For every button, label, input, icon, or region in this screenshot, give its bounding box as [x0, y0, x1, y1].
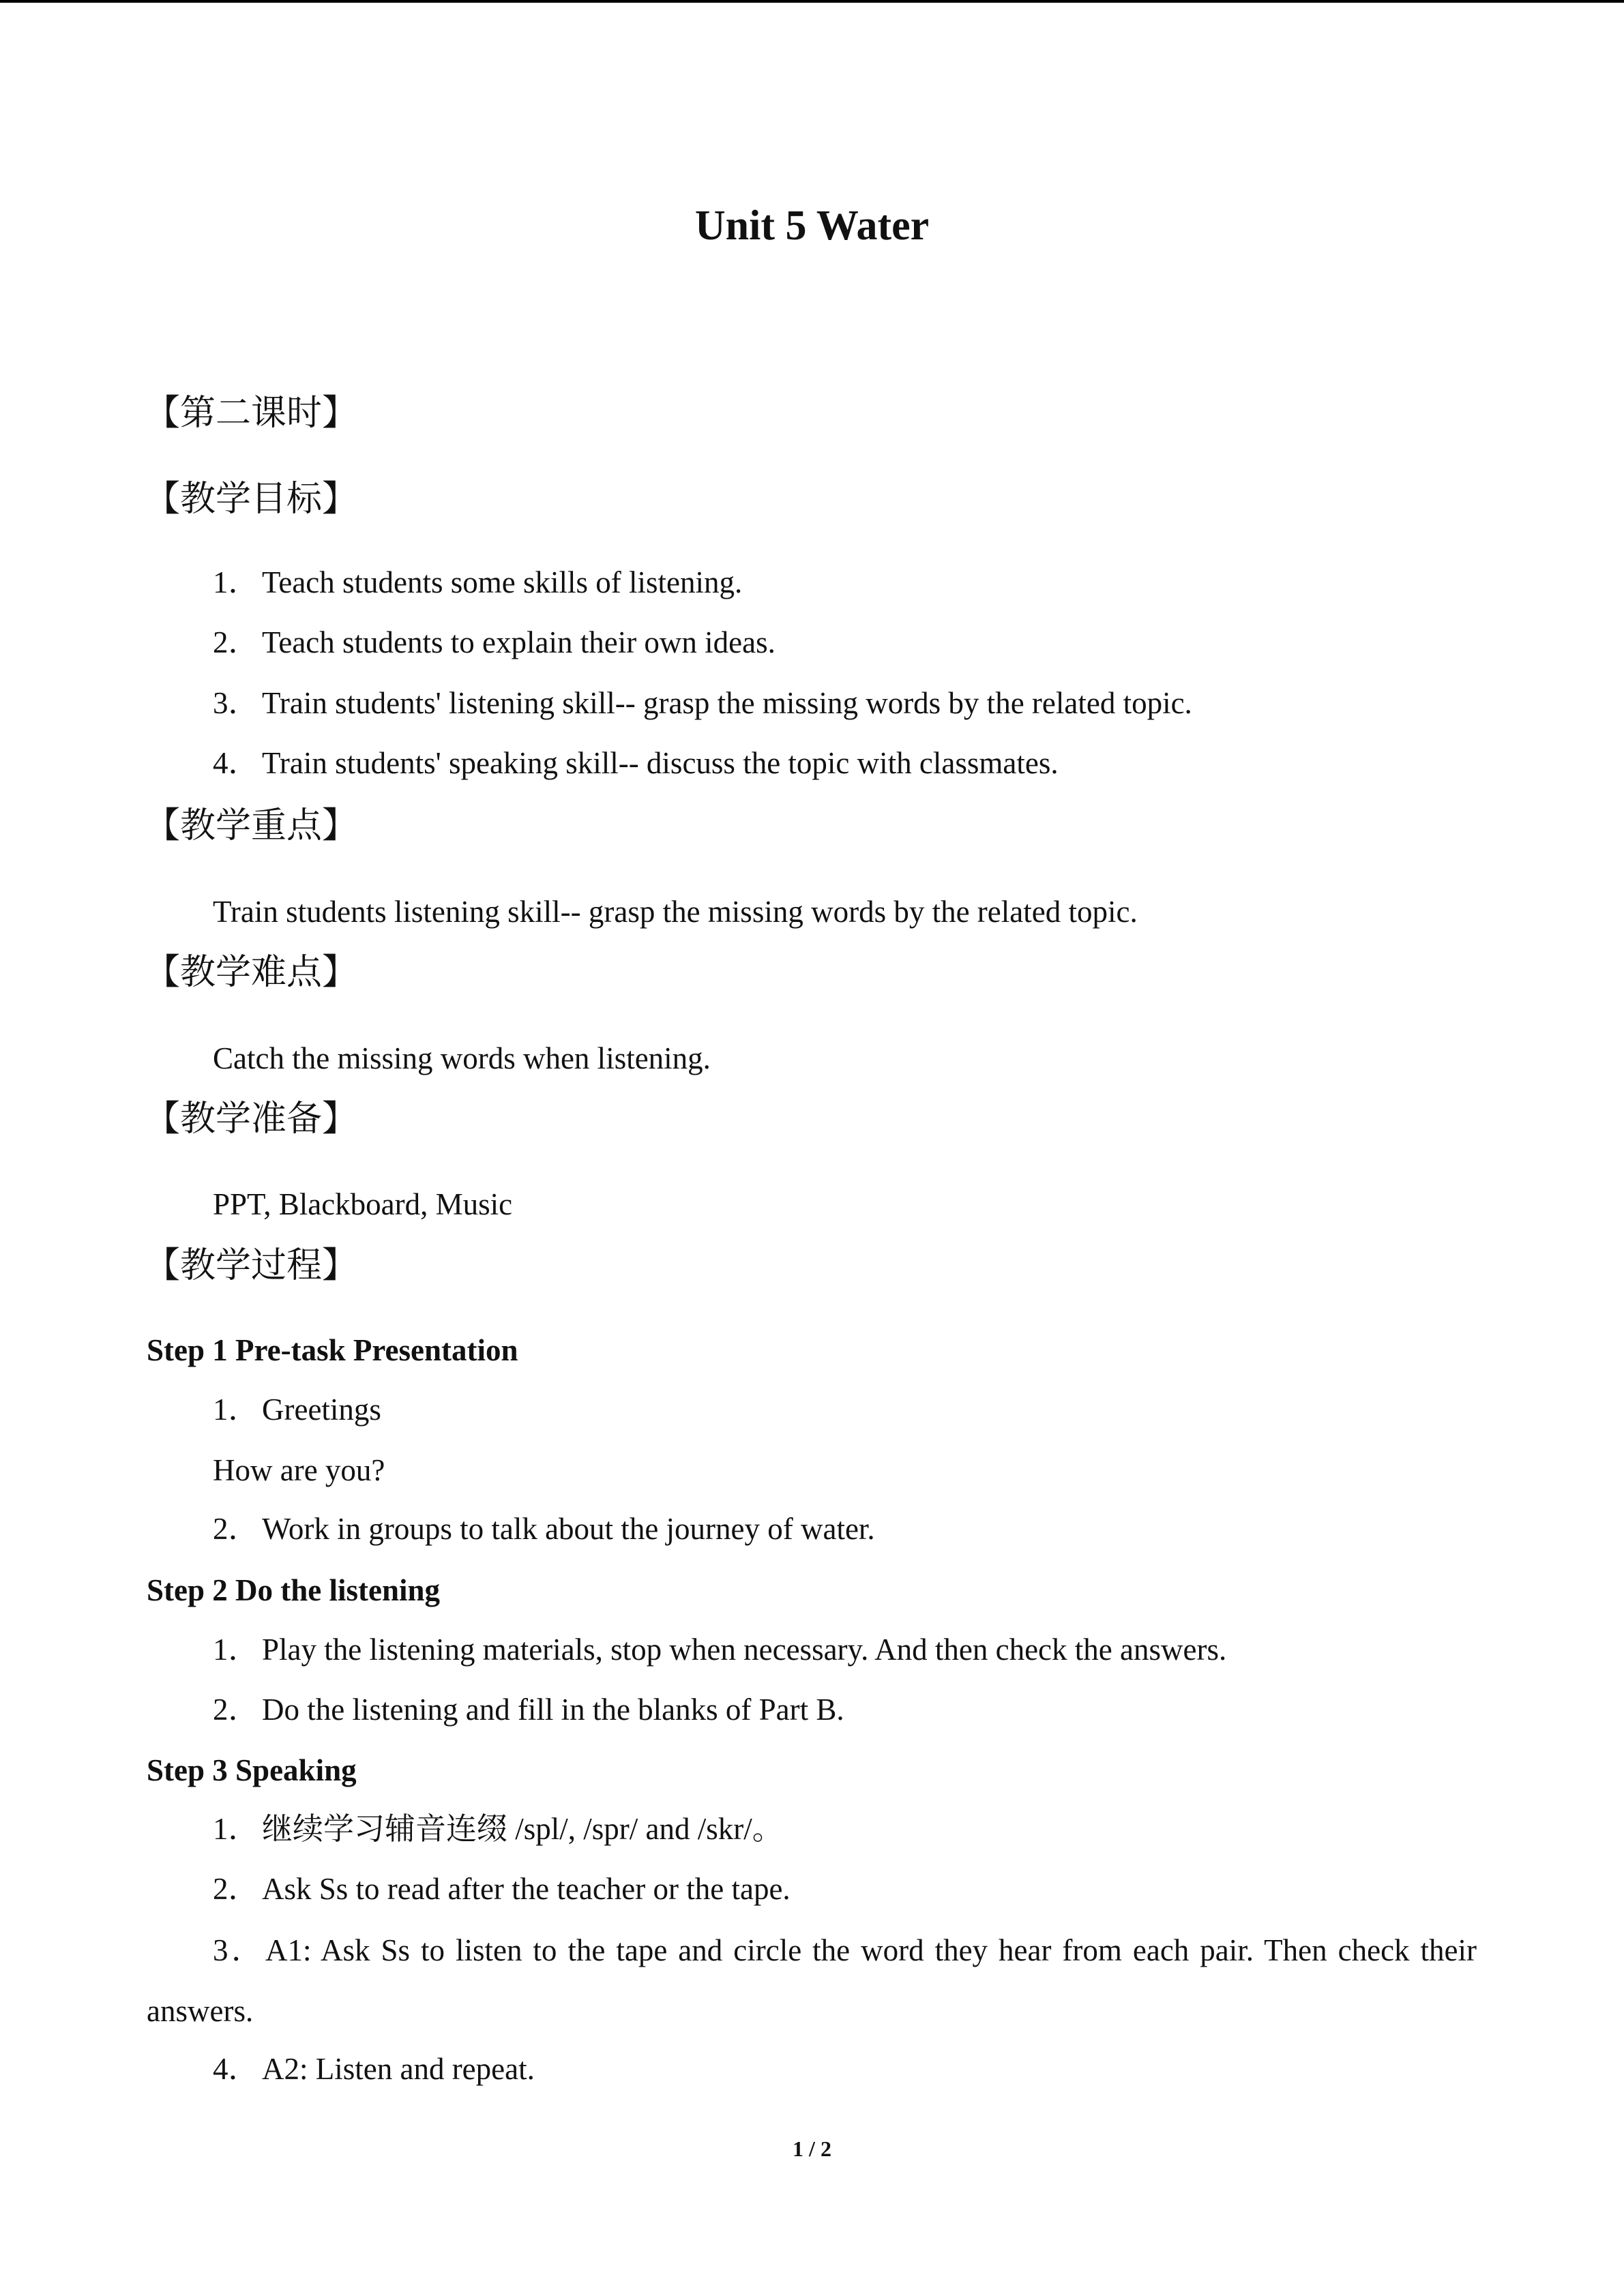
key-points-text: Train students listening skill-- grasp the missing words by the related topic.	[213, 895, 1138, 929]
objective-item-3: 3．Train students' listening skill-- grasp the missing words by the related topic.	[213, 686, 1192, 720]
step-3-title: Step 3 Speaking	[147, 1753, 357, 1787]
top-border	[0, 0, 1624, 3]
section-key-points-heading: 【教学重点】	[145, 805, 358, 846]
page-title: Unit 5 Water	[694, 203, 930, 249]
step-3-item-2: 2．Ask Ss to read after the teacher or the tape.	[213, 1872, 791, 1906]
step-2-item-1: 1．Play the listening materials, stop when necessary. And then check the answers.	[213, 1632, 1227, 1667]
step-1-title: Step 1 Pre-task Presentation	[147, 1333, 518, 1367]
objective-item-1: 1．Teach students some skills of listening.	[213, 565, 743, 599]
step-3-item-1: 1．继续学习辅音连缀 /spl/, /spr/ and /skr/。	[213, 1812, 783, 1846]
section-difficulties-heading: 【教学难点】	[145, 952, 358, 993]
step-2-item-2: 2．Do the listening and fill in the blanks of Part B.	[213, 1693, 844, 1727]
section-process-heading: 【教学过程】	[145, 1245, 358, 1286]
section-lesson-heading: 【第二课时】	[145, 393, 358, 434]
step-1-item-2: 2．Work in groups to talk about the journey of water.	[213, 1512, 875, 1546]
objective-item-4: 4．Train students' speaking skill-- discuss the topic with classmates.	[213, 746, 1059, 780]
objective-item-2: 2．Teach students to explain their own ideas.	[213, 625, 776, 659]
section-objectives-heading: 【教学目标】	[145, 479, 358, 520]
step-3-item-3: 3．A1: Ask Ss to listen to the tape and circle the word they hear from each pair. Then check their answers.	[147, 1933, 1477, 2028]
step-1-subtext: How are you?	[213, 1453, 385, 1487]
preparation-text: PPT, Blackboard, Music	[213, 1187, 513, 1221]
step-1-item-1: 1．Greetings	[213, 1392, 381, 1427]
difficulties-text: Catch the missing words when listening.	[213, 1041, 711, 1075]
step-3-item-4: 4．A2: Listen and repeat.	[213, 2052, 535, 2086]
page-number: 1 / 2	[793, 2136, 831, 2161]
section-preparation-heading: 【教学准备】	[145, 1099, 358, 1139]
step-2-title: Step 2 Do the listening	[147, 1573, 441, 1607]
